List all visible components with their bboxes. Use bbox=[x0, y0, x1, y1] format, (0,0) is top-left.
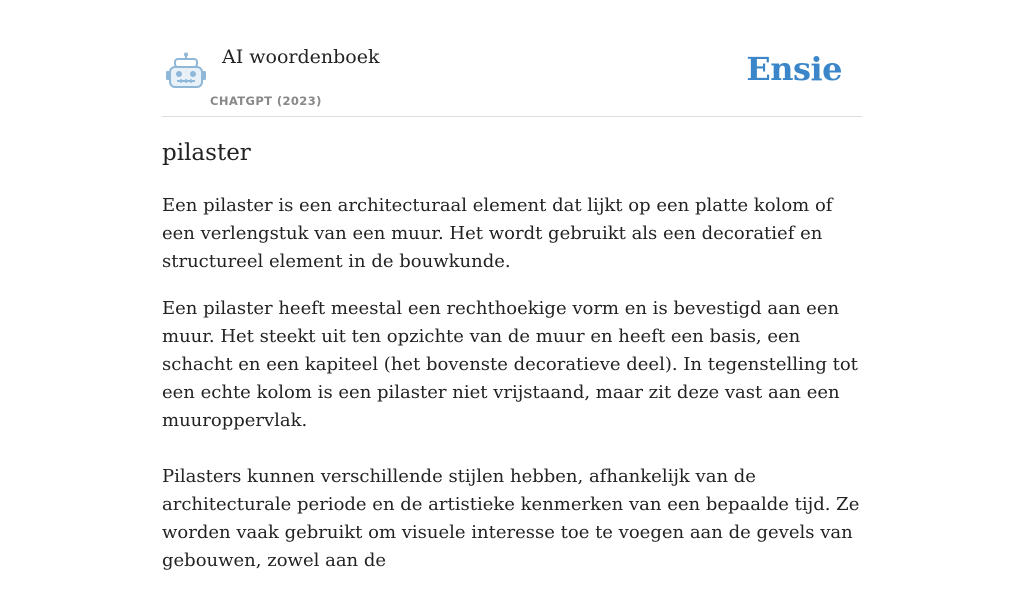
dictionary-source: CHATGPT (2023) bbox=[210, 94, 322, 108]
dictionary-header bbox=[162, 0, 862, 117]
robot-icon bbox=[166, 52, 206, 90]
definition-paragraph: Een pilaster heeft meestal een rechthoekige vorm en is bevestigd aan een muur. Het steekt uit ten opzichte van de muur en heeft een basis, een schacht en een kapiteel (het bovenste decoratieve deel). In tegenstelling tot een echte kolom is een pilaster niet vrijstaand, maar zit deze vast aan een muuroppervlak. bbox=[162, 298, 858, 431]
ensie-logo-link[interactable]: Ensie bbox=[746, 50, 842, 88]
dictionary-title[interactable]: AI woordenboek bbox=[222, 46, 380, 68]
page-container bbox=[162, 0, 862, 571]
entry-term: pilaster bbox=[162, 140, 251, 166]
definition-paragraph: Pilasters kunnen verschillende stijlen hebben, afhankelijk van de architecturale periode en de artistieke kenmerken van een bepaalde tijd. Ze worden vaak gebruikt om visuele interesse toe te voegen aan de gevels van gebouwen, zowel aan de bbox=[162, 466, 860, 571]
entry-definition bbox=[162, 192, 862, 594]
definition-paragraph: Een pilaster is een architecturaal element dat lijkt op een platte kolom of een verlengstuk van een muur. Het wordt gebruikt als een decoratief en structureel element in de bouwkunde. bbox=[162, 195, 833, 272]
